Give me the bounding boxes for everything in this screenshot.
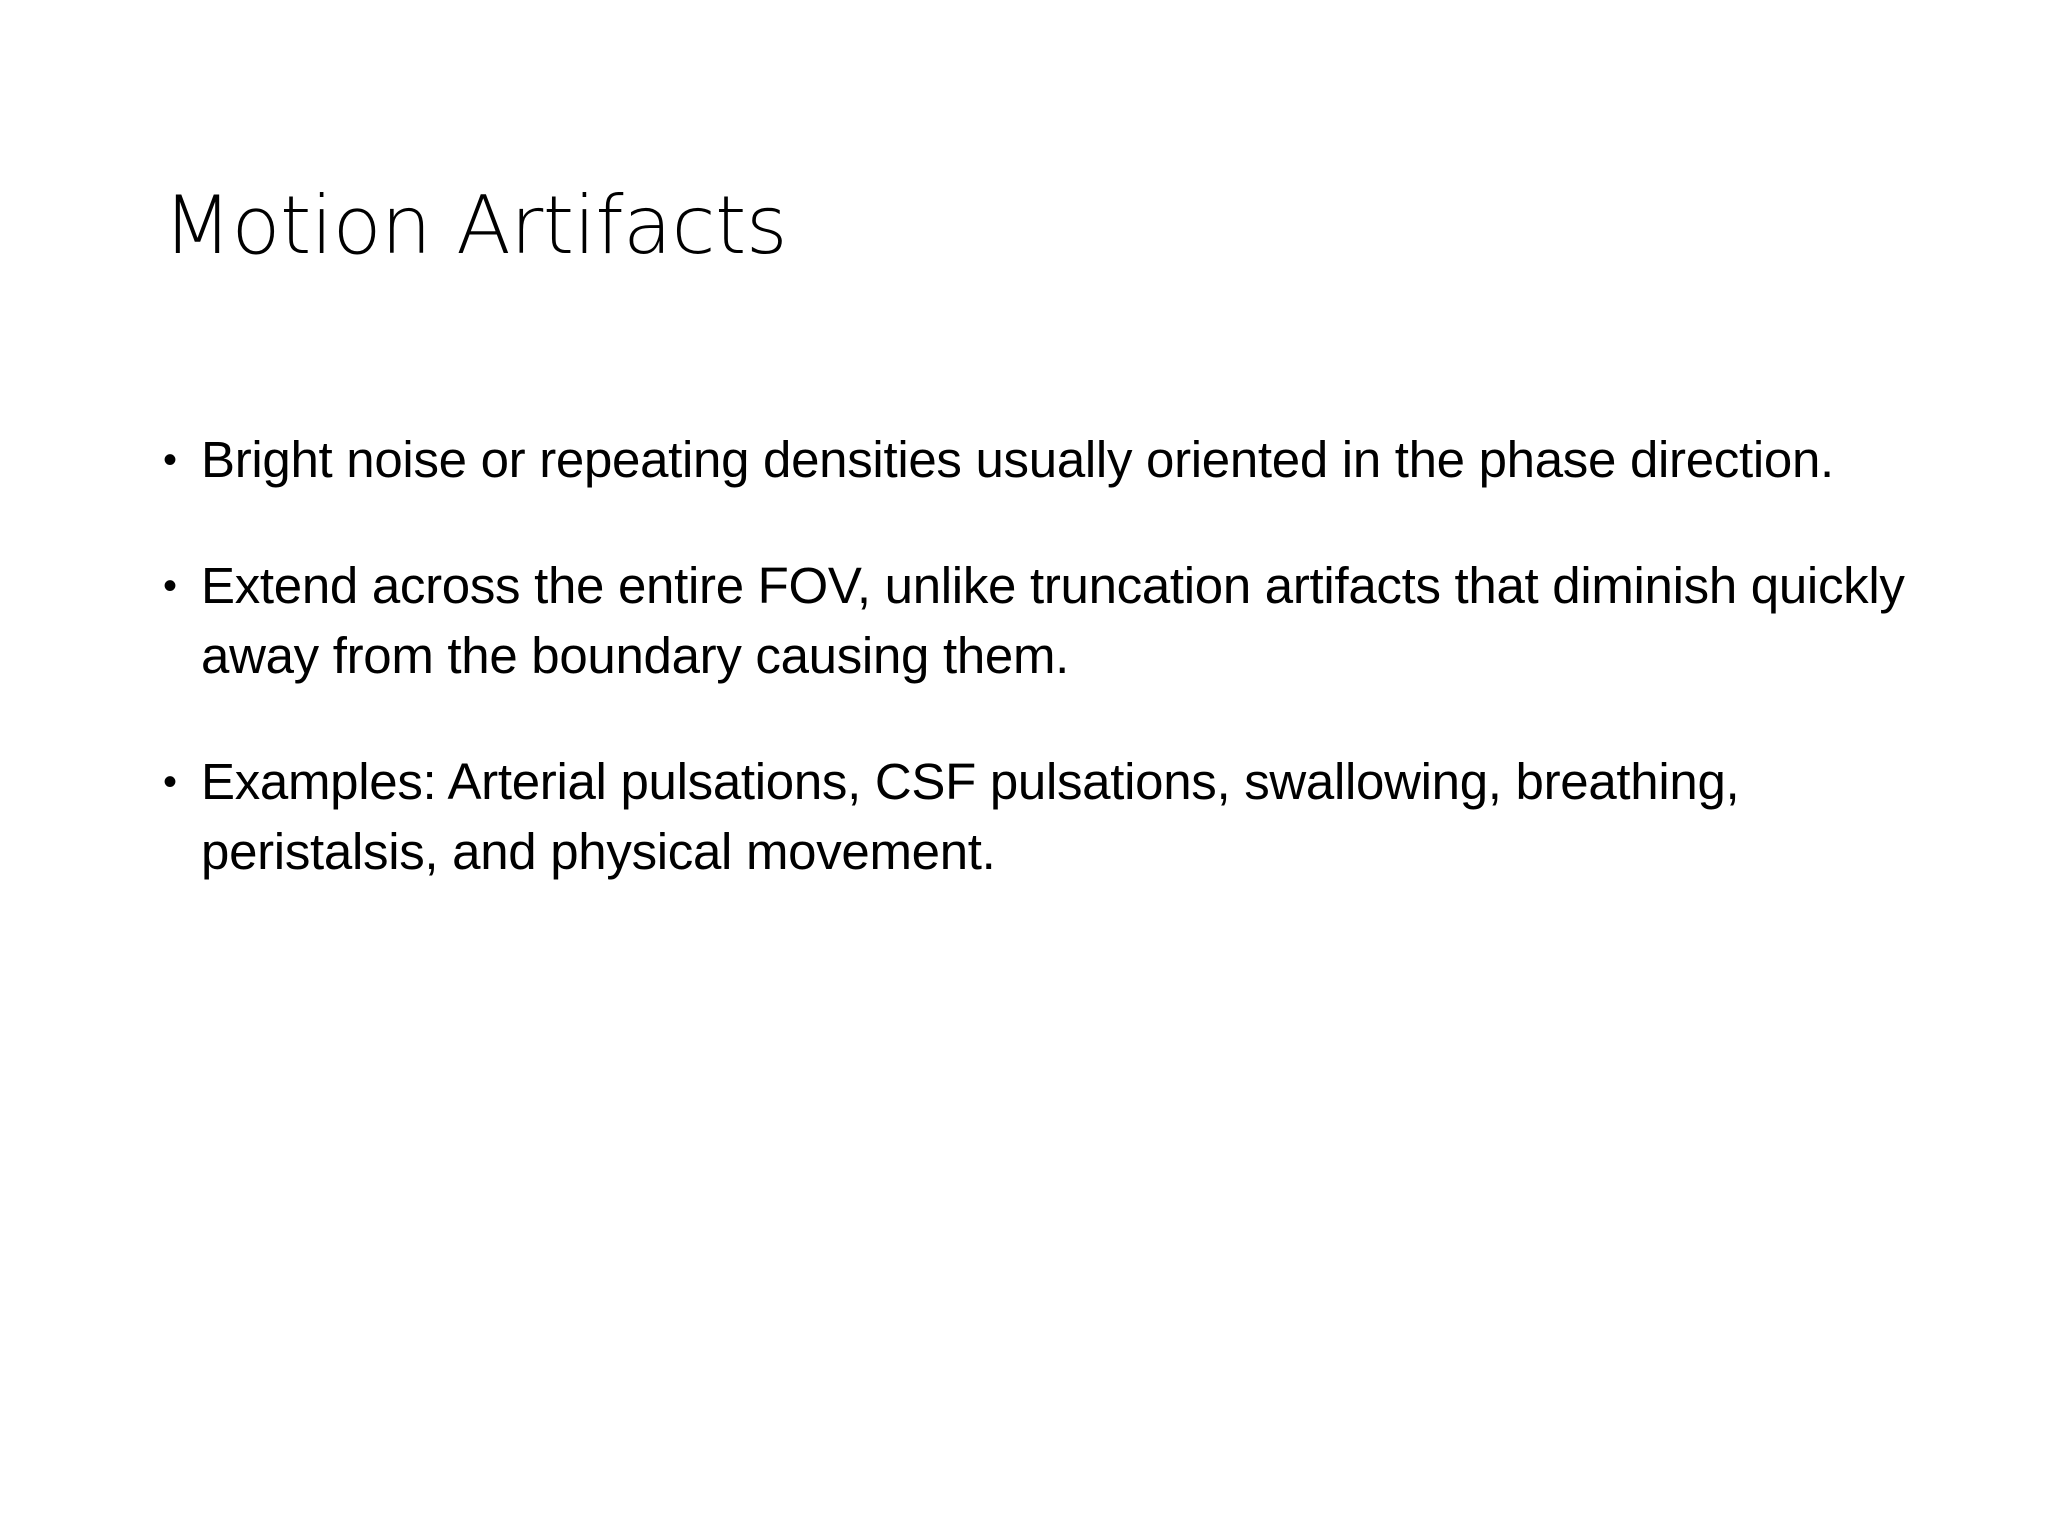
bullet-marker: • (163, 438, 177, 482)
bullet-text: Bright noise or repeating densities usually oriented in the phase direction. (201, 431, 1834, 488)
bullet-marker: • (163, 564, 177, 608)
bullet-list (163, 425, 1923, 943)
bullet-text: Examples: Arterial pulsations, CSF pulsations, swallowing, breathing, peristalsis, and physical movement. (201, 753, 1740, 880)
bullet-item (163, 425, 1923, 495)
bullet-text: Extend across the entire FOV, unlike truncation artifacts that diminish quickly away from the boundary causing them. (201, 557, 1905, 684)
bullet-item (163, 747, 1923, 887)
slide-title: Motion Artifacts (163, 179, 788, 272)
bullet-marker: • (163, 760, 177, 804)
bullet-item (163, 551, 1923, 691)
